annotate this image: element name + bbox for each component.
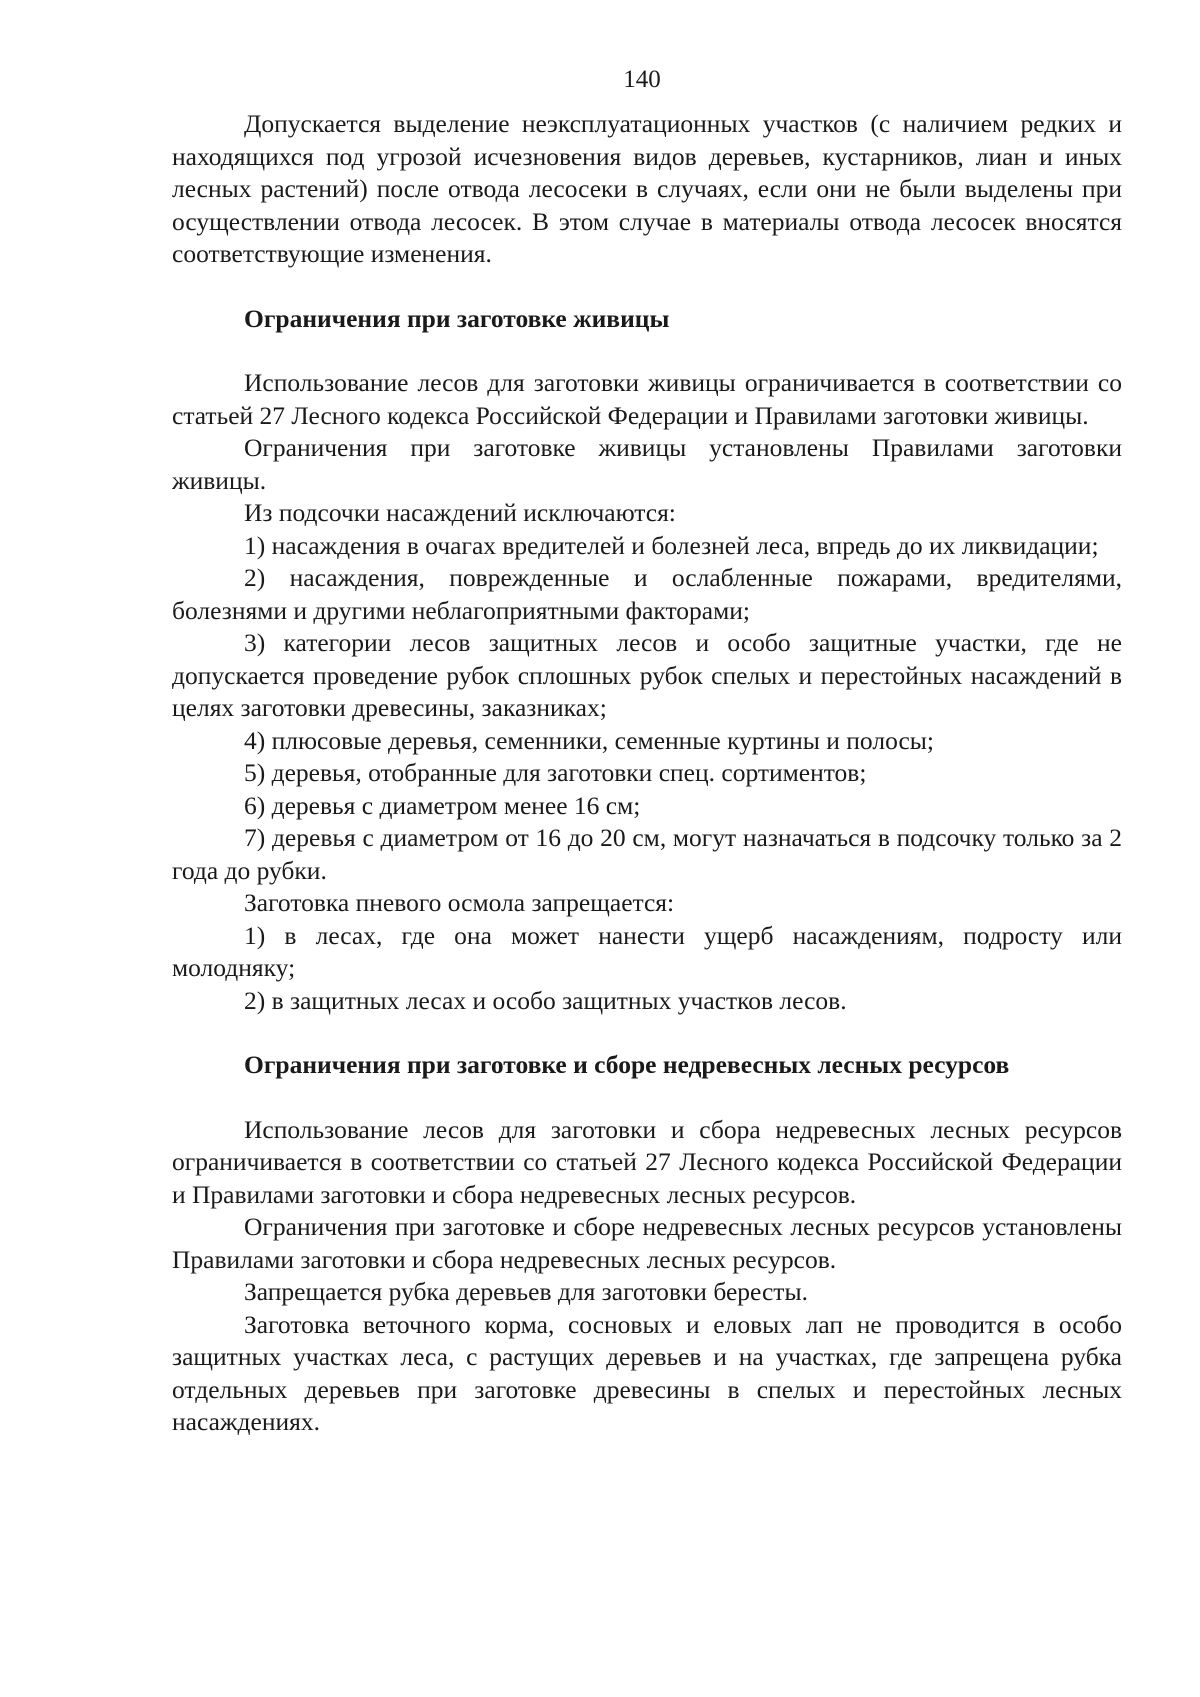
paragraph-non-timber-usage: Использование лесов для заготовки и сбора недревесных лесных ресурсов ограничивается в соответствии со статьей 27 Лесного кодекса Российской Федерации и Правилами заготовки и сбора недревесных лесных ресурсов. (172, 1114, 1122, 1209)
paragraph-branch-fodder: Заготовка веточного корма, сосновых и еловых лап не проводится в особо защитных участках леса, с растущих деревьев и на участках, где запрещена рубка отдельных деревьев при заготовке древесины в спелых и перестойных лесных насаждениях. (172, 1309, 1122, 1436)
paragraph-stump-resin: Заготовка пневого осмола запрещается: (244, 888, 675, 917)
paragraph-resin-restrictions: Ограничения при заготовке живицы установлены Правилами заготовки живицы. (172, 433, 1122, 495)
list-item: 1) в лесах, где она может нанести ущерб насаждениям, подросту или молодняку; (172, 920, 1122, 982)
paragraph-birch-bark: Запрещается рубка деревьев для заготовки бересты. (244, 1277, 808, 1306)
document-page (172, 64, 1122, 1439)
section-heading-resin: Ограничения при заготовке живицы (244, 303, 670, 333)
paragraph-non-timber-restrictions: Ограничения при заготовке и сборе недревесных лесных ресурсов установлены Правилами заготовки и сбора недревесных лесных ресурсов. (172, 1212, 1122, 1274)
list-item: 7) деревья с диаметром от 16 до 20 см, могут назначаться в подсочку только за 2 года до рубки. (172, 823, 1122, 885)
paragraph-resin-usage: Использование лесов для заготовки живицы ограничивается в соответствии со статьей 27 Лесного кодекса Российской Федерации и Правилами заготовки живицы. (172, 368, 1122, 430)
list-item: 1) насаждения в очагах вредителей и болезней леса, впредь до их ликвидации; (244, 530, 1099, 560)
list-item: 3) категории лесов защитных лесов и особо защитные участки, где не допускается проведение рубок сплошных рубок спелых и перестойных насаждений в целях заготовки древесины, заказниках; (172, 628, 1122, 722)
paragraph-unused-plots: Допускается выделение неэксплуатационных участков (с наличием редких и находящихся под угрозой исчезновения видов деревьев, кустарников, лиан и иных лесных растений) после отвода лесосеки в случаях, если они не были выделены при осуществлении отвода лесосек. В этом случае в материалы отвода лесосек вносятся соответствующие изменения. (172, 109, 1122, 268)
list-item: 4) плюсовые деревья, семенники, семенные куртины и полосы; (244, 725, 934, 755)
list-item: 5) деревья, отобранные для заготовки спец. сортиментов; (244, 758, 867, 787)
paragraph-tapping-exclusions: Из подсочки насаждений исключаются: (244, 498, 676, 527)
list-item: 2) насаждения, поврежденные и ослабленные пожарами, вредителями, болезнями и другими неблагоприятными факторами; (172, 563, 1122, 625)
section-heading-non-timber: Ограничения при заготовке и сборе недревесных лесных ресурсов (244, 1050, 1010, 1079)
list-item: 6) деревья с диаметром менее 16 см; (244, 790, 641, 820)
page-number: 140 (623, 66, 661, 93)
list-item: 2) в защитных лесах и особо защитных участков лесов. (244, 985, 847, 1015)
